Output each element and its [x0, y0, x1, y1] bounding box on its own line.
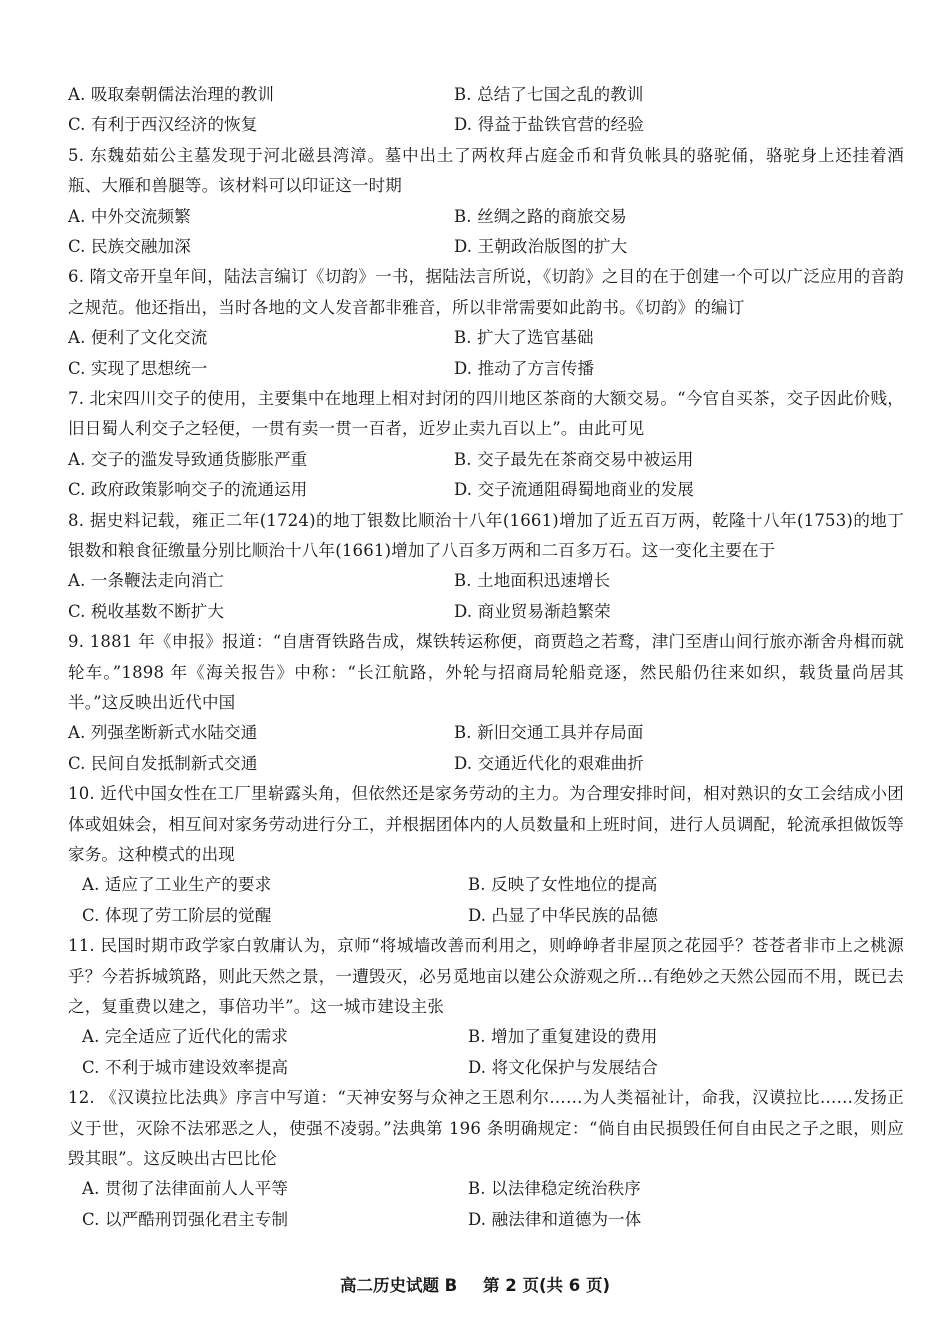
option-b: B. 反映了女性地位的提高	[468, 875, 658, 895]
option-b: B. 交子最先在茶商交易中被运用	[454, 449, 694, 469]
question-10	[68, 779, 904, 931]
question-options	[68, 202, 904, 263]
question-options	[68, 445, 904, 506]
option-a: A. 一条鞭法走向消亡	[68, 571, 225, 591]
option-a: A. 中外交流频繁	[68, 206, 191, 226]
question-options	[68, 566, 904, 627]
option-c: C. 民族交融加深	[68, 236, 191, 256]
option-a: A. 交子的滥发导致通货膨胀严重	[68, 449, 308, 469]
option-d: D. 推动了方言传播	[454, 358, 595, 378]
exam-page	[68, 80, 904, 1235]
option-d: D. 王朝政治版图的扩大	[454, 236, 628, 256]
option-b: B. 以法律稳定统治秩序	[468, 1179, 641, 1199]
question-options	[68, 1174, 904, 1235]
question-stem: 5. 东魏茹茹公主墓发现于河北磁县湾漳。墓中出土了两枚拜占庭金币和背负帐具的骆驼俑，骆驼身上还挂着酒瓶、大雁和兽腿等。该材料可以印证这一时期	[68, 145, 904, 196]
question-stem: 7. 北宋四川交子的使用，主要集中在地理上相对封闭的四川地区茶商的大额交易。“今官自买茶，交子因此价贱，旧日蜀人利交子之轻便，一贯有卖一贯一百者，近岁止卖九百以上”。由此可见	[68, 388, 904, 439]
option-b: B. 新旧交通工具并存局面	[454, 723, 644, 743]
question-11	[68, 931, 904, 1083]
option-b: B. 增加了重复建设的费用	[468, 1027, 658, 1047]
question-stem: 9. 1881 年《申报》报道：“自唐胥铁路告成，煤铁转运称便，商贾趋之若鹜，津门至唐山间行旅亦渐舍舟楫而就轮车。”1898 年《海关报告》中称：“长江航路，外轮与招商局轮船竞逐，然民船仍往来如织，载货量尚居其半。”这反映出近代中国	[68, 632, 904, 712]
option-a: A. 列强垄断新式水陆交通	[68, 723, 258, 743]
question-options	[68, 870, 904, 931]
option-d: D. 将文化保护与发展结合	[468, 1057, 659, 1077]
question-8	[68, 506, 904, 628]
option-b: B. 土地面积迅速增长	[454, 571, 611, 591]
q4-option-a: A. 吸取秦朝儒法治理的教训	[68, 85, 275, 104]
option-d: D. 交通近代化的艰难曲折	[454, 753, 645, 773]
question-options	[68, 323, 904, 384]
question-options	[68, 1022, 904, 1083]
question-9	[68, 627, 904, 779]
option-a: A. 适应了工业生产的要求	[82, 875, 272, 895]
question-stem: 6. 隋文帝开皇年间，陆法言编订《切韵》一书，据陆法言所说，《切韵》之目的在于创建一个可以广泛应用的音韵之规范。他还指出，当时各地的文人发音都非雅音，所以非常需要如此韵书。《切韵》的编订	[68, 267, 904, 317]
option-d: D. 商业贸易渐趋繁荣	[454, 601, 611, 621]
question-stem: 8. 据史料记载，雍正二年(1724)的地丁银数比顺治十八年(1661)增加了近五百万两，乾隆十八年(1753)的地丁银数和粮食征缴量分别比顺治十八年(1661)增加了八百多万两和二百多万石。这一变化主要在于	[68, 510, 904, 560]
option-c: C. 税收基数不断扩大	[68, 601, 225, 621]
question-6	[68, 262, 904, 384]
question-stem: 10. 近代中国女性在工厂里崭露头角，但依然还是家务劳动的主力。为合理安排时间，相对熟识的女工会结成小团体或姐妹会，相互间对家务劳动进行分工，并根据团体内的人员数量和上班时间，进行人员调配，轮流承担做饭等家务。这种模式的出现	[68, 784, 904, 864]
option-b: B. 丝绸之路的商旅交易	[454, 206, 627, 226]
page-footer	[0, 1272, 950, 1296]
exam-title: 高二历史试题 B	[339, 1276, 458, 1295]
q4-option-d: D. 得益于盐铁官营的经验	[454, 115, 645, 135]
q4-option-c: C. 有利于西汉经济的恢复	[68, 115, 258, 135]
question-stem: 11. 民国时期市政学家白敦庸认为，京师“将城墙改善而利用之，则峥峥者非屋顶之花园乎？苍苍者非市上之桃源乎？今若拆城筑路，则此天然之景，一遭毁灭，必另觅地亩以建公众游观之所…有绝妙之天然公园而不用，既已去之，复重费以建之，事倍功半”。这一城市建设主张	[68, 936, 904, 1016]
option-a: A. 完全适应了近代化的需求	[82, 1027, 289, 1047]
option-c: C. 实现了思想统一	[68, 358, 208, 378]
option-c: C. 民间自发抵制新式交通	[68, 753, 258, 773]
question-7	[68, 384, 904, 506]
option-c: C. 以严酷刑罚强化君主专制	[82, 1209, 289, 1229]
question-stem: 12. 《汉谟拉比法典》序言中写道：“天神安努与众神之王恩利尔……为人类福祉计，命我，汉谟拉比……发扬正义于世，灭除不法邪恶之人，使强不凌弱。”法典第 196 条明确规定：“倘自由民损毁任何自由民之子之眼，则应毁其眼”。这反映出古巴比伦	[68, 1088, 904, 1168]
q4-option-b: B. 总结了七国之乱的教训	[454, 85, 644, 104]
option-a: A. 便利了文化交流	[68, 328, 208, 348]
option-d: D. 凸显了中华民族的品德	[468, 905, 659, 925]
option-c: C. 体现了劳工阶层的觉醒	[82, 905, 272, 925]
q4-options	[68, 80, 904, 141]
page-number: 第 2 页(共 6 页)	[483, 1276, 611, 1295]
option-c: C. 不利于城市建设效率提高	[82, 1057, 289, 1077]
question-options	[68, 718, 904, 779]
option-d: D. 交子流通阻碍蜀地商业的发展	[454, 480, 695, 500]
option-c: C. 政府政策影响交子的流通运用	[68, 480, 308, 500]
question-5	[68, 141, 904, 263]
question-12	[68, 1083, 904, 1235]
option-a: A. 贯彻了法律面前人人平等	[82, 1179, 289, 1199]
option-b: B. 扩大了选官基础	[454, 328, 594, 348]
option-d: D. 融法律和道德为一体	[468, 1209, 642, 1229]
